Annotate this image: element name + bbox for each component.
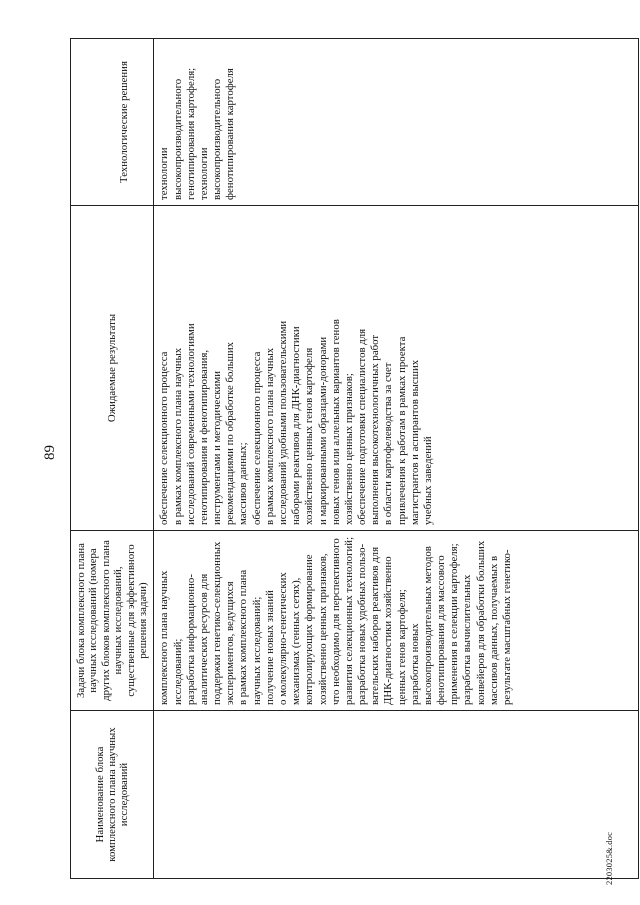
cell-line: аналитических ресурсов для [197,573,210,705]
cell-line: новых генов или аллельных вариантов генов [329,319,342,525]
cell-line: получение новых знаний [263,590,276,705]
cell-line: исследований современными технологиями [184,323,197,525]
header-tech-solutions: Технологические решения [71,39,154,206]
header-expected-results: Ожидаемые результаты [71,206,154,531]
cell-line: инструментами и методическими [211,370,224,525]
cell-line: ценных генов картофеля; [395,589,408,705]
cell-line: обеспечение подготовки специалистов для [356,328,369,525]
cell-line: разработка информационно- [184,574,197,705]
cell-line: исследований удобными пользовательскими [276,320,289,525]
cell-expected-results [154,206,639,531]
header-block-tasks: Задачи блока комплексного плана научных исследований (номера других блоков комплексного плана научных исследований, существенные для эффективного решения задачи) [71,531,154,711]
cell-line: наборами реактивов для ДНК-диагностики [290,326,303,525]
cell-line: технологии [158,147,171,200]
cell-line: ДНК-диагностики хозяйственно [382,556,395,705]
cell-line: хозяйственно ценных признаков, [316,553,329,705]
cell-line: исследований; [171,638,184,705]
file-name-footer: 2203025&.doc [604,831,614,885]
cell-block-tasks [154,531,639,711]
cell-line: разработка новых [408,623,421,705]
cell-block-name [154,711,639,879]
cell-line: механизмах (генных сетях), [290,577,303,705]
cell-line: магистрантов и аспирантов высших [408,359,421,525]
cell-line: обеспечение селекционного процесса [250,351,263,525]
cell-line: что необходимо для перспективного [329,538,342,705]
cell-line: массивов данных; [237,442,250,525]
cell-line: учебных заведений [421,436,434,525]
cell-line: экспериментов, ведущихся [224,581,237,705]
cell-line: применения в селекции картофеля; [448,543,461,705]
cell-line: в рамках комплексного плана научных [263,347,276,525]
cell-line: развития селекционных технологий; [342,536,355,705]
cell-line: привлечения к работам в рамках проекта [395,336,408,525]
cell-line: генотипирования и фенотипирования, [197,349,210,525]
cell-line: в области картофелеводства за счет [382,362,395,525]
cell-line: разработка новых удобных пользо- [356,543,369,705]
table-header-row [71,39,154,879]
cell-line: и маркированными образцами-донорами [316,336,329,525]
cell-line: выполнения высокотехнологичных работ [369,334,382,525]
page-number: 89 [42,445,58,460]
cell-line: обеспечение селекционного процесса [158,351,171,525]
cell-line: поддержки генетико-селекционных [211,541,224,705]
table-row [154,39,639,879]
cell-line: о молекулярно-генетических [276,572,289,705]
cell-line: хозяйственно ценных генов картофеля [303,347,316,525]
cell-line: высокопроизводительных методов [421,546,434,705]
cell-line: комплексного плана научных [158,570,171,705]
cell-line: технологии [197,147,210,200]
cell-line: контролирующих формирование [303,554,316,705]
cell-line: результате масштабных генетико- [500,549,513,705]
cell-line: массивов данных, получаемых в [487,555,500,705]
cell-line: хозяйственно ценных признаков; [342,373,355,525]
header-block-name: Наименование блока комплексного плана научных исследований [71,711,154,879]
cell-line: разработка вычислительных [461,574,474,705]
cell-line: рекомендациями по обработке больших [224,341,237,525]
cell-line: генотипирования картофеля; [184,67,197,200]
cell-line: в рамках комплексного плана [237,569,250,705]
cell-line: научных исследований; [250,596,263,705]
cell-line: высокопроизводительного [211,78,224,200]
cell-line: вательских наборов реактивов для [369,546,382,705]
plan-table [70,38,639,879]
cell-line: фенотипирования картофеля [224,68,237,200]
cell-line: фенотипирования для массового [435,555,448,705]
cell-tech-solutions [154,39,639,206]
cell-line: высокопроизводительного [171,78,184,200]
cell-line: в рамках комплексного плана научных [171,347,184,525]
cell-line: конвейеров для обработки больших [474,540,487,705]
